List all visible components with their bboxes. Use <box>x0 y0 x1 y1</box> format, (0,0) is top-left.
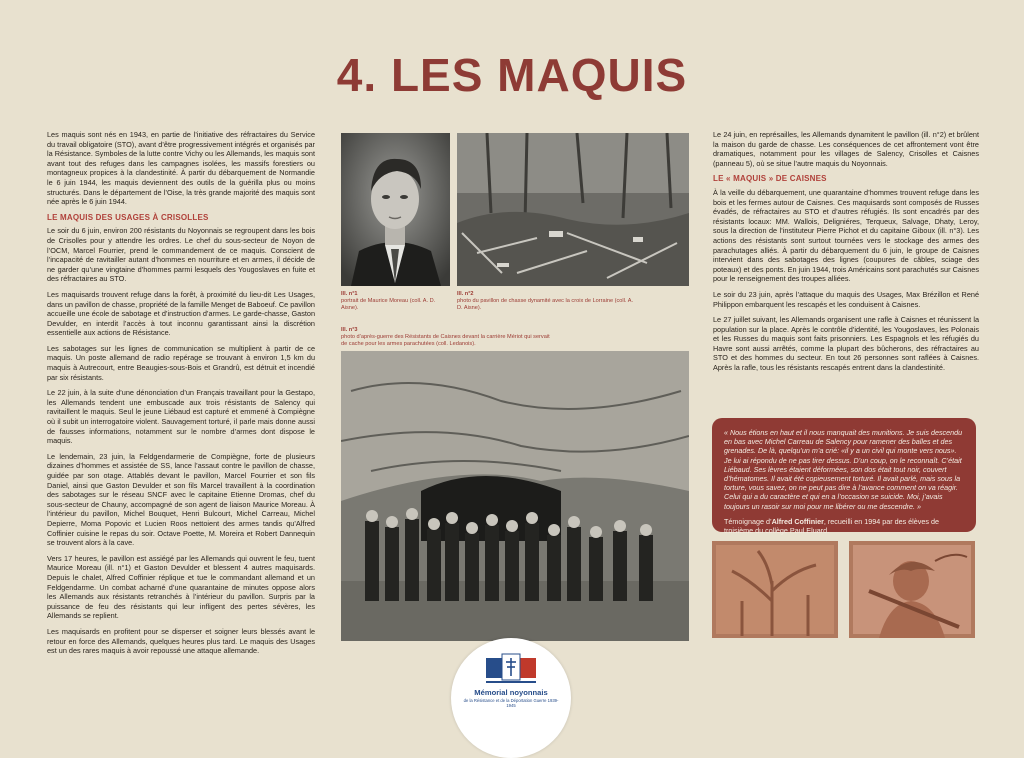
caption-number: Ill. n°1 <box>341 291 358 297</box>
usages-paragraph-6: Vers 17 heures, le pavillon est assiégé par les Allemands qui ouvrent le feu, tuent Maurice Moreau (ill. n°1) et Gaston Devulder et blessent 4 autres maquisards. Depuis le chalet, Alfred Coffinier réplique et tue le commandant allemand et un Feldgendarme. Un combat acharné d’une quarantaine de minutes oppose alors les Allemands aux résistants retranchés à l’intérieur du pavillon. Surpris par la puissance de feu des résistants qui leur infligent des pertes sévères, les Allemands se replient. <box>47 553 315 621</box>
caption-number: Ill. n°2 <box>457 291 474 297</box>
caption-number: Ill. n°3 <box>341 327 358 333</box>
signature-suffix: , recueilli en 1994 par des élèves de troisième du collège Paul Eluard. <box>724 516 939 536</box>
signature-name: Alfred Coffinier <box>771 516 824 526</box>
bas-relief-resistant-photo <box>849 541 975 638</box>
caisnes-paragraph-1: À la veille du débarquement, une quarantaine d’hommes trouvent refuge dans les bois et les fermes autour de Caisnes. Ces maquisards sont composés de Russes évadés, de réfractaires au STO et d’autres réfugiés. Ils sont encadrés par des résistants locaux: MM. Wallois, Deligniéres, Terqueux, Salvage, Dhaty, Leroy, sous la direction de l’instituteur Pierre Pichot et du capitaine Giboux (ill. n°3). Les actions des résistants sont surtout tournées vers le stockage des armes des parachutages alliés. À partir du débarquement du 6 juin, le groupe de Caisnes intervient dans des sabotages des lignes (coupures de câbles, sciage des poteaux) et des ponts. En juin 1944, trois Américains sont parachutés sur Caisnes pour le renseignement des troupes alliées. <box>713 187 979 284</box>
usages-paragraph-4: Le 22 juin, à la suite d’une dénonciation d’un Français travaillant pour la Gestapo, les Allemands tendent une embuscade aux trois résistants de Salency qui ravitaillent le maquis. Seul le jeune Liébaud est capturé et emmené à Compiègne où il subit un interrogatoire violent. Sauvagement torturé, il parle mais donne aussi de fausses informations, notamment sur le nombre d’armes dont dispose le maquis. <box>47 388 315 446</box>
usages-paragraph-1: Le soir du 6 juin, environ 200 résistants du Noyonnais se regroupent dans les bois de Crisolles pour y attendre les ordres. Le chef du sous-secteur de Noyon de l’OCM, Marcel Fourrier, prend le commandement de ce maquis. Conscient de l’incapacité de ravitailler autant d’hommes en nourriture et en armes, il décide de ne garder qu’une vingtaine d’hommes parmi lesquels des Yougoslaves en fuite et des réfractaires au STO. <box>47 226 315 284</box>
portrait-photo <box>341 133 450 286</box>
logo-title: Mémorial noyonnais <box>474 688 548 697</box>
intro-paragraph: Les maquis sont nés en 1943, en partie de l’initiative des réfractaires du Service du travail obligatoire (STO), avant d’être progressivement intégrés et organisés par la Résistance. Symboles de la lutte contre Vichy ou les Allemands, les maquis sont avant tout des refuges dans les campagnes isolées, les massifs forestiers ou montagneux propices à la clandestinité. À partir du débarquement de Normandie le 6 juin 1944, les maquis deviennent des outils de la guérilla plus ou moins structurés. Dans le département de l’Oise, la très grande majorité des maquis sont née après le 6 juin 1944. <box>47 130 315 207</box>
memorial-emblem-icon <box>486 652 536 686</box>
right-column <box>713 130 979 379</box>
logo-subtitle: de la Résistance et de la Déportation Guerre 1939-1945 <box>463 698 559 708</box>
caption-ill-1 <box>341 291 451 311</box>
caisnes-paragraph-2: Le soir du 23 juin, après l’attaque du maquis des Usages, Max Brézillon et René Philippon embarquent les rescapés et les conduisent à Caisnes. <box>713 289 979 309</box>
right-paragraph-1: Le 24 juin, en représailles, les Allemands dynamitent le pavillon (ill. n°2) et brûlent la maison du garde de chasse. Les conséquences de cet affrontement vont être dramatiques, notamment pour les villages de Salency, Crisolles et Caisnes (panneau 5), où se situe l’autre maquis du Noyonnais. <box>713 130 979 168</box>
page-title: 4. LES MAQUIS <box>336 49 688 101</box>
destroyed-pavilion-photo <box>457 133 689 286</box>
caption-text: photo du pavillon de chasse dynamité avec la croix de Lorraine (coll. A. D. Aisne). <box>457 297 633 311</box>
section-heading-usages: LE MAQUIS DES USAGES À CRISOLLES <box>47 212 209 222</box>
caption-ill-2 <box>457 291 637 311</box>
resistance-group-photo <box>341 351 689 641</box>
section-heading-caisnes: LE « MAQUIS » DE CAISNES <box>713 174 827 184</box>
testimony-signature <box>724 517 964 535</box>
caisnes-paragraph-3: Le 27 juillet suivant, les Allemands organisent une rafle à Caisnes et réunissent la population sur la place. Après le contrôle d’identité, les Yougoslaves, les Polonais et les Russes du maquis sont faits prisonniers. Les Espagnols et les réfugiés du Havre sont aussi arrêtés, comme la plupart des bûcherons, des réfractaires au STO et des hommes du secteur. En tout 26 personnes sont raflées à Caisnes. Après la rafle, tous les résistants rescapés entrent dans la clandestinité. <box>713 315 979 373</box>
memorial-logo <box>451 638 571 758</box>
caption-ill-3 <box>341 327 551 347</box>
signature-prefix: Témoignage d’ <box>724 516 772 526</box>
caption-text: photo d’après-guerre des Résistants de Caisnes devant la carrière Mériot qui servait de cache pour les armes parachutées (coll. Ledanois). <box>341 333 550 347</box>
testimony-quote-box <box>712 418 976 536</box>
testimony-quote-text: « Nous étions en haut et il nous manquait des munitions. Je suis descendu en bas avec Michel Carreau de Salency pour ramener des balles et des grenades. De là, quelqu’un m’a crié: «il y a un civil qui monte vers nous». Je lui ai répondu de ne pas tirer dessus. D’un coup, on le reconnaît. C’était Liébaud. Ses lèvres étaient déformées, son dos était tout noir, couvert d’hématomes. Il avait été copieusement torturé. Il avait parlé, mais sous la torture, vous savez, on ne peut pas dire à l’avance comment on va réagir. Celui qui a du caractère et qui en a l’occasion se suicide. Moi, j’avais toujours un rasoir sur moi pour me libérer ou me descendre. » <box>724 428 963 511</box>
bas-relief-tree-photo <box>712 541 838 638</box>
usages-paragraph-3: Les sabotages sur les lignes de communication se multiplient à partir de ce maquis. Un poste allemand de radio repérage se trouvant à environ 1,5 km du maquis à Autrecourt, entre Beaugies-sous-Bois et Grandrû, est détruit et incendié par six résistants. <box>47 343 315 382</box>
usages-paragraph-5: Le lendemain, 23 juin, la Feldgendarmerie de Compiègne, forte de plusieurs dizaines d’hommes et assistée de SS, lance l’assaut contre le pavillon de chasse, guidée par son otage. Attablés devant le pavillon, Marcel Fourrier et son fils Daniel, ainsi que Gaston Devulder et son fils Marcel travaillent à la coordination des sabotages sur le réseau SNCF avec le capitaine Etienne Dromas, chef du sous-secteur de Chauny, accompagné de son agent de liaison Maurice Moreau. À l’intérieur du pavillon, Michel Bouquet, Henri Bulcourt, Michel Carreau, Michel Depierre, Moma Popovic et Lucien Roos nettoient des armes tandis qu’Alfred Coffinier cuisine le repas du soir. Octave Poette, M. Moreira et Robert Dannequin se trouvent alors à la cave. <box>47 451 315 548</box>
left-column <box>47 130 315 662</box>
usages-paragraph-7: Les maquisards en profitent pour se disperser et soigner leurs blessés avant le retour en force des Allemands, quelques heures plus tard. Le maquis des Usages est un des rares maquis à avoir repoussé une attaque allemande. <box>47 626 315 656</box>
caption-text: portrait de Maurice Moreau (coll. A. D. Aisne). <box>341 297 436 311</box>
usages-paragraph-2: Les maquisards trouvent refuge dans la forêt, à proximité du lieu-dit Les Usages, dans un pavillon de chasse, propriété de la famille Menget de Baboeuf. Ce pavillon accueille une école de sabotage et d’instruction d’armes. Le garde-chasse, Gaston Devulder, en interdit l’accès à tout inconnu garantissant ainsi la discrétion essentielle aux actions de Résistance. <box>47 289 315 338</box>
